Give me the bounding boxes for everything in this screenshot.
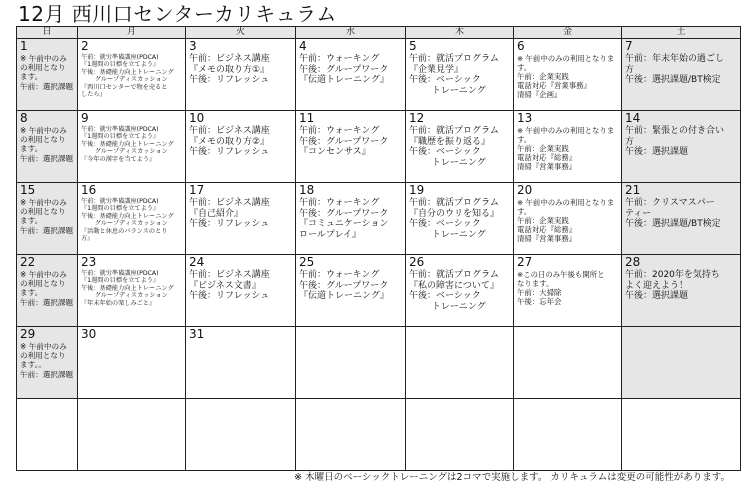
day-number: 10 [189, 111, 205, 125]
day-schedule [409, 126, 511, 168]
day-schedule [517, 126, 619, 171]
schedule-line: 『今年の漢字を当てよう』 [81, 155, 156, 163]
day-schedule [409, 198, 511, 240]
schedule-line: 午前：就活プログラム [409, 54, 499, 64]
calendar-day-cell [622, 399, 741, 471]
schedule-line: ます。 [20, 216, 43, 226]
day-schedule [409, 270, 511, 312]
calendar-day-cell [296, 183, 406, 255]
calendar-day-cell [406, 255, 514, 327]
schedule-line: 午後：グループワーク [299, 208, 389, 219]
schedule-line: 電話対応『総務』 [517, 153, 577, 162]
schedule-line: 『企業見学』 [409, 64, 464, 75]
day-number: 19 [409, 183, 425, 197]
schedule-line: 午後：リフレッシュ [189, 219, 270, 229]
schedule-line: の利用となり [20, 207, 66, 217]
day-schedule [299, 54, 403, 86]
schedule-line: ます。 [20, 144, 43, 154]
day-schedule [81, 54, 183, 98]
calendar-day-cell [17, 255, 78, 327]
schedule-line: 午前：ビジネス講座 [189, 270, 270, 280]
schedule-line: 『職歴を振り返る』 [409, 136, 491, 147]
schedule-line: ます。 [20, 288, 43, 298]
day-number: 7 [625, 39, 633, 53]
weekday-sat: 土 [622, 27, 741, 39]
schedule-line: 『1週間の目標を立てよう』 [81, 133, 160, 141]
schedule-line: ティー [625, 208, 652, 219]
schedule-line: 午前：緊張との付き合い [625, 126, 725, 136]
calendar-day-cell [406, 183, 514, 255]
schedule-line: 午後：基礎能力向上トレーニング [81, 140, 174, 148]
calendar-day-cell [514, 399, 622, 471]
schedule-line: 『コンセンサス』 [299, 147, 371, 157]
schedule-line: 午後：グループワーク [299, 64, 389, 75]
schedule-line: 午後：基礎能力向上トレーニング [81, 68, 174, 76]
schedule-line: 午前：ビジネス講座 [189, 54, 270, 64]
day-schedule [189, 54, 293, 86]
schedule-line: 午前：ウォーキング [299, 270, 380, 280]
schedule-line: ます。 [20, 72, 43, 82]
schedule-line: ロールプレイ』 [299, 229, 362, 240]
calendar-day-cell [296, 111, 406, 183]
weekday-thu: 木 [406, 27, 514, 39]
day-number: 24 [189, 255, 205, 269]
schedule-line: 午前：クリスマスパー [625, 198, 715, 208]
day-schedule [625, 126, 738, 158]
calendar-week-row [17, 111, 741, 183]
day-number: 15 [20, 183, 36, 197]
weekday-header-row [17, 27, 741, 39]
schedule-line: 『コミュニケーション [299, 219, 389, 229]
schedule-line: 午前：就労準備講座(PDCA) [81, 270, 159, 277]
schedule-line: トレーニング [409, 85, 486, 96]
schedule-line: ※この日のみ午後も開所と [517, 270, 605, 279]
schedule-line: 午前：ウォーキング [299, 126, 380, 136]
day-schedule [625, 270, 738, 302]
calendar-day-cell [622, 327, 741, 399]
schedule-line: 午後：ベーシック [409, 291, 481, 301]
calendar-day-cell [17, 399, 78, 471]
schedule-line: 『1週間の目標を立てよう』 [81, 277, 160, 285]
schedule-line: す。 [517, 207, 532, 216]
schedule-line: 午前：ウォーキング [299, 198, 380, 208]
schedule-line: 『メモの取り方①』 [189, 64, 270, 75]
calendar-day-cell [514, 39, 622, 111]
schedule-line: グループディスカッション [81, 220, 168, 228]
schedule-line: トレーニング [409, 229, 486, 240]
schedule-line: 清掃『営業事務』 [517, 162, 577, 171]
schedule-line: 『1週間の目標を立てよう』 [81, 205, 160, 213]
schedule-line: 午前：選択課題 [20, 153, 74, 163]
calendar-day-cell [406, 39, 514, 111]
day-number: 26 [409, 255, 425, 269]
calendar-day-cell [296, 327, 406, 399]
page-title: 12月 西川口センターカリキュラム [18, 2, 337, 26]
calendar-day-cell [514, 327, 622, 399]
calendar-day-cell [78, 183, 186, 255]
schedule-line: 午後：忘年会 [517, 297, 562, 306]
schedule-line: 午前：企業実践 [517, 144, 569, 153]
schedule-line: ※ 午前中のみ [20, 198, 67, 207]
schedule-line: 午前：ビジネス講座 [189, 126, 270, 136]
schedule-line: の利用となり [20, 279, 66, 289]
calendar-day-cell [622, 111, 741, 183]
schedule-line: トレーニング [409, 301, 486, 312]
schedule-line: 午後：選択課題/BT検定 [625, 75, 721, 85]
day-schedule [20, 198, 75, 235]
day-number: 21 [625, 183, 641, 197]
schedule-line: 午後：ベーシック [409, 219, 481, 229]
schedule-line: 午前：就活プログラム [409, 126, 499, 136]
schedule-line: 『活動と休息のバランスのとり [81, 227, 168, 235]
schedule-line: 午前：企業実践 [517, 216, 569, 225]
calendar-day-cell [186, 39, 296, 111]
schedule-line: ※ 午前中のみ [20, 54, 67, 63]
schedule-line: 午後：選択課題 [625, 147, 689, 157]
day-number: 17 [189, 183, 205, 197]
calendar-week-row [17, 255, 741, 327]
calendar-week-row [17, 327, 741, 399]
schedule-line: したら』 [81, 91, 106, 99]
calendar-day-cell [622, 39, 741, 111]
day-schedule [189, 126, 293, 158]
schedule-line: ※ 午前中のみ [20, 126, 67, 135]
schedule-line: 電話対応『営業事務』 [517, 81, 591, 90]
day-schedule [625, 54, 738, 86]
day-schedule [189, 198, 293, 230]
calendar-day-cell [186, 111, 296, 183]
schedule-line: 午後：選択課題/BT検定 [625, 219, 721, 229]
day-number: 11 [299, 111, 315, 125]
day-number: 22 [20, 255, 36, 269]
schedule-line: 午前：就労準備講座(PDCA) [81, 198, 159, 205]
day-number: 1 [20, 39, 28, 53]
day-number: 29 [20, 327, 36, 341]
schedule-line: 午後：選択課題 [625, 291, 689, 301]
calendar-day-cell [296, 399, 406, 471]
day-number: 9 [81, 111, 89, 125]
day-schedule [81, 198, 183, 242]
schedule-line: 午後：ベーシック [409, 147, 481, 157]
calendar-day-cell [186, 255, 296, 327]
schedule-line: 午前：ビジネス講座 [189, 198, 270, 208]
day-number: 27 [517, 255, 533, 269]
schedule-line: 午後：リフレッシュ [189, 291, 270, 301]
calendar-day-cell [406, 399, 514, 471]
calendar-day-cell [17, 111, 78, 183]
schedule-line: 『自己紹介』 [189, 208, 244, 219]
day-schedule [20, 54, 75, 91]
day-number: 12 [409, 111, 425, 125]
day-number: 13 [517, 111, 533, 125]
schedule-line: 午前：選択課題 [20, 81, 74, 91]
calendar-day-cell [17, 183, 78, 255]
day-number: 16 [81, 183, 97, 197]
schedule-line: 『自分のウリを知る』 [409, 208, 500, 219]
calendar-week-row [17, 39, 741, 111]
day-schedule [189, 270, 293, 302]
calendar-day-cell [78, 255, 186, 327]
day-number: 8 [20, 111, 28, 125]
schedule-line: す。 [517, 63, 532, 72]
day-number: 2 [81, 39, 89, 53]
schedule-line: 午前：選択課題 [20, 369, 74, 379]
calendar-day-cell [186, 399, 296, 471]
day-number: 6 [517, 39, 525, 53]
schedule-line: ※ 午前中のみの利用となりま [517, 54, 615, 63]
schedule-line: グループディスカッション [81, 76, 168, 84]
schedule-line: 午後：グループワーク [299, 136, 389, 147]
calendar-table [16, 26, 741, 471]
weekday-tue: 火 [186, 27, 296, 39]
footer-note: ※ 木曜日のベーシックトレーニングは2コマで実施します。 カリキュラムは変更の可能性があります。 [294, 472, 730, 483]
schedule-line: 電話対応『総務』 [517, 225, 577, 234]
schedule-line: の利用となり [20, 351, 66, 361]
schedule-line: す。 [517, 135, 532, 144]
schedule-line: 午後：基礎能力向上トレーニング [81, 212, 174, 220]
day-number: 30 [81, 327, 97, 341]
schedule-line: グループディスカッション [81, 292, 168, 300]
calendar-day-cell [186, 327, 296, 399]
day-schedule [20, 342, 75, 379]
schedule-line: の利用となり [20, 63, 66, 73]
calendar-day-cell [296, 255, 406, 327]
calendar-day-cell [514, 111, 622, 183]
schedule-line: 午前：選択課題 [20, 225, 74, 235]
schedule-line: 午前：企業実践 [517, 72, 569, 81]
day-schedule [409, 54, 511, 96]
calendar-day-cell [186, 183, 296, 255]
schedule-line: 午後：基礎能力向上トレーニング [81, 284, 174, 292]
schedule-line: 方 [625, 136, 635, 147]
day-schedule [20, 270, 75, 307]
calendar-day-cell [78, 39, 186, 111]
day-schedule [517, 198, 619, 243]
schedule-line: ※ 午前中のみ [20, 270, 67, 279]
day-schedule [20, 126, 75, 163]
schedule-line: ます。。 [20, 360, 46, 370]
schedule-line: 方 [625, 64, 635, 75]
schedule-line: 午前：年末年始の過ごし [625, 54, 725, 64]
schedule-line: 『ビジネス文書』 [189, 280, 261, 291]
calendar-week-row [17, 399, 741, 471]
schedule-line: 『1週間の目標を立てよう』 [81, 61, 160, 69]
schedule-line: 午前：就活プログラム [409, 270, 499, 280]
day-number: 23 [81, 255, 97, 269]
day-schedule [299, 198, 403, 240]
day-number: 5 [409, 39, 417, 53]
day-schedule [81, 270, 183, 307]
schedule-line: 午前：ウォーキング [299, 54, 380, 64]
day-number: 28 [625, 255, 641, 269]
schedule-line: 午後：ベーシック [409, 75, 481, 85]
calendar-day-cell [78, 399, 186, 471]
day-schedule [299, 126, 403, 158]
weekday-mon: 月 [78, 27, 186, 39]
day-schedule [625, 198, 738, 230]
schedule-line: ※ 午前中のみの利用となりま [517, 198, 615, 207]
schedule-line: 『伝道トレーニング』 [299, 75, 389, 85]
schedule-line: 『年末年始の楽しみごと』 [81, 299, 156, 307]
day-number: 25 [299, 255, 315, 269]
day-number: 3 [189, 39, 197, 53]
schedule-line: 午後：グループワーク [299, 280, 389, 291]
schedule-line: 清掃『企画』 [517, 90, 562, 99]
calendar-day-cell [78, 327, 186, 399]
schedule-line: ※ 午前中のみ [20, 342, 67, 351]
calendar-day-cell [406, 327, 514, 399]
calendar-day-cell [514, 183, 622, 255]
schedule-line: 午前：選択課題 [20, 297, 74, 307]
calendar-day-cell [622, 183, 741, 255]
schedule-line: ※ 午前中のみの利用となりま [517, 126, 615, 135]
day-number: 20 [517, 183, 533, 197]
calendar-week-row [17, 183, 741, 255]
calendar-day-cell [17, 39, 78, 111]
calendar-day-cell [406, 111, 514, 183]
calendar-day-cell [514, 255, 622, 327]
schedule-line: なります。 [517, 279, 554, 288]
schedule-line: 午前：就活プログラム [409, 198, 499, 208]
schedule-line: 午後：リフレッシュ [189, 147, 270, 157]
schedule-line: 午後：リフレッシュ [189, 75, 270, 85]
schedule-line: 『伝道トレーニング』 [299, 291, 389, 301]
schedule-line: 午前：大掃除 [517, 288, 562, 297]
weekday-sun: 日 [17, 27, 78, 39]
calendar-day-cell [78, 111, 186, 183]
day-schedule [517, 270, 619, 306]
schedule-line: 『西川口センターで物を売ると [81, 83, 168, 91]
day-number: 18 [299, 183, 315, 197]
schedule-line: よく迎えよう！ [625, 280, 689, 291]
schedule-line: 『私の障害について』 [409, 280, 499, 291]
schedule-line: の利用となり [20, 135, 66, 145]
schedule-line: 午前：就労準備講座(PDCA) [81, 54, 159, 61]
weekday-fri: 金 [514, 27, 622, 39]
day-number: 4 [299, 39, 307, 53]
calendar-day-cell [296, 39, 406, 111]
schedule-line: 方』 [81, 235, 94, 243]
day-schedule [81, 126, 183, 163]
schedule-line: 午前：就労準備講座(PDCA) [81, 126, 159, 133]
weekday-wed: 水 [296, 27, 406, 39]
schedule-line: 『メモの取り方②』 [189, 136, 270, 147]
schedule-line: 午前：2020年を気持ち [625, 270, 720, 280]
day-schedule [517, 54, 619, 99]
day-schedule [299, 270, 403, 302]
schedule-line: トレーニング [409, 157, 486, 168]
schedule-line: グループディスカッション [81, 148, 168, 156]
schedule-line: 清掃『営業事務』 [517, 234, 577, 243]
day-number: 31 [189, 327, 205, 341]
calendar-day-cell [622, 255, 741, 327]
day-number: 14 [625, 111, 641, 125]
calendar-day-cell [17, 327, 78, 399]
